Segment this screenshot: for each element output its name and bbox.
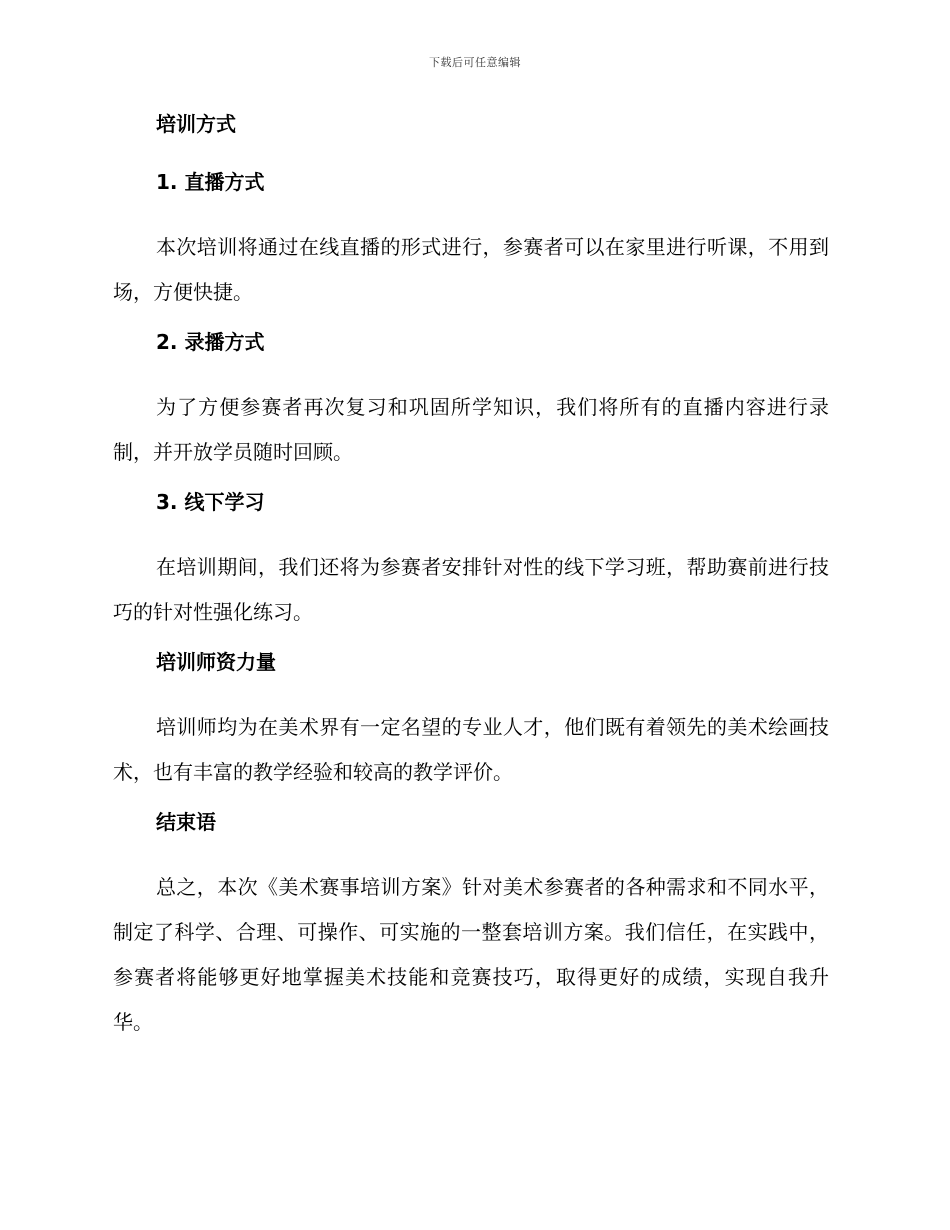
document-body [113,109,829,1057]
section-heading-training-method: 培训方式 [156,112,236,136]
section-heading-conclusion: 结束语 [156,810,216,834]
section-heading-offline: 3. 线下学习 [156,490,265,514]
section-heading-recorded: 2. 录播方式 [156,330,265,354]
header-note: 下载后可任意编辑 [429,56,521,69]
paragraph-live: 本次培训将通过在线直播的形式进行，参赛者可以在家里进行听课，不用到场，方便快捷。 [113,235,829,304]
paragraph-recorded: 为了方便参赛者再次复习和巩固所学知识，我们将所有的直播内容进行录制，并开放学员随时回顾。 [113,395,829,464]
paragraph-trainers: 培训师均为在美术界有一定名望的专业人才，他们既有着领先的美术绘画技术，也有丰富的教学经验和较高的教学评价。 [113,715,829,784]
section-heading-live: 1. 直播方式 [156,170,265,194]
section-heading-trainers: 培训师资力量 [156,650,276,674]
paragraph-offline: 在培训期间，我们还将为参赛者安排针对性的线下学习班，帮助赛前进行技巧的针对性强化练习。 [113,555,829,624]
paragraph-conclusion: 总之，本次《美术赛事培训方案》针对美术参赛者的各种需求和不同水平，制定了科学、合理、可操作、可实施的一整套培训方案。我们信任，在实践中，参赛者将能够更好地掌握美术技能和竞赛技巧，取得更好的成绩，实现自我升华。 [113,875,829,1034]
